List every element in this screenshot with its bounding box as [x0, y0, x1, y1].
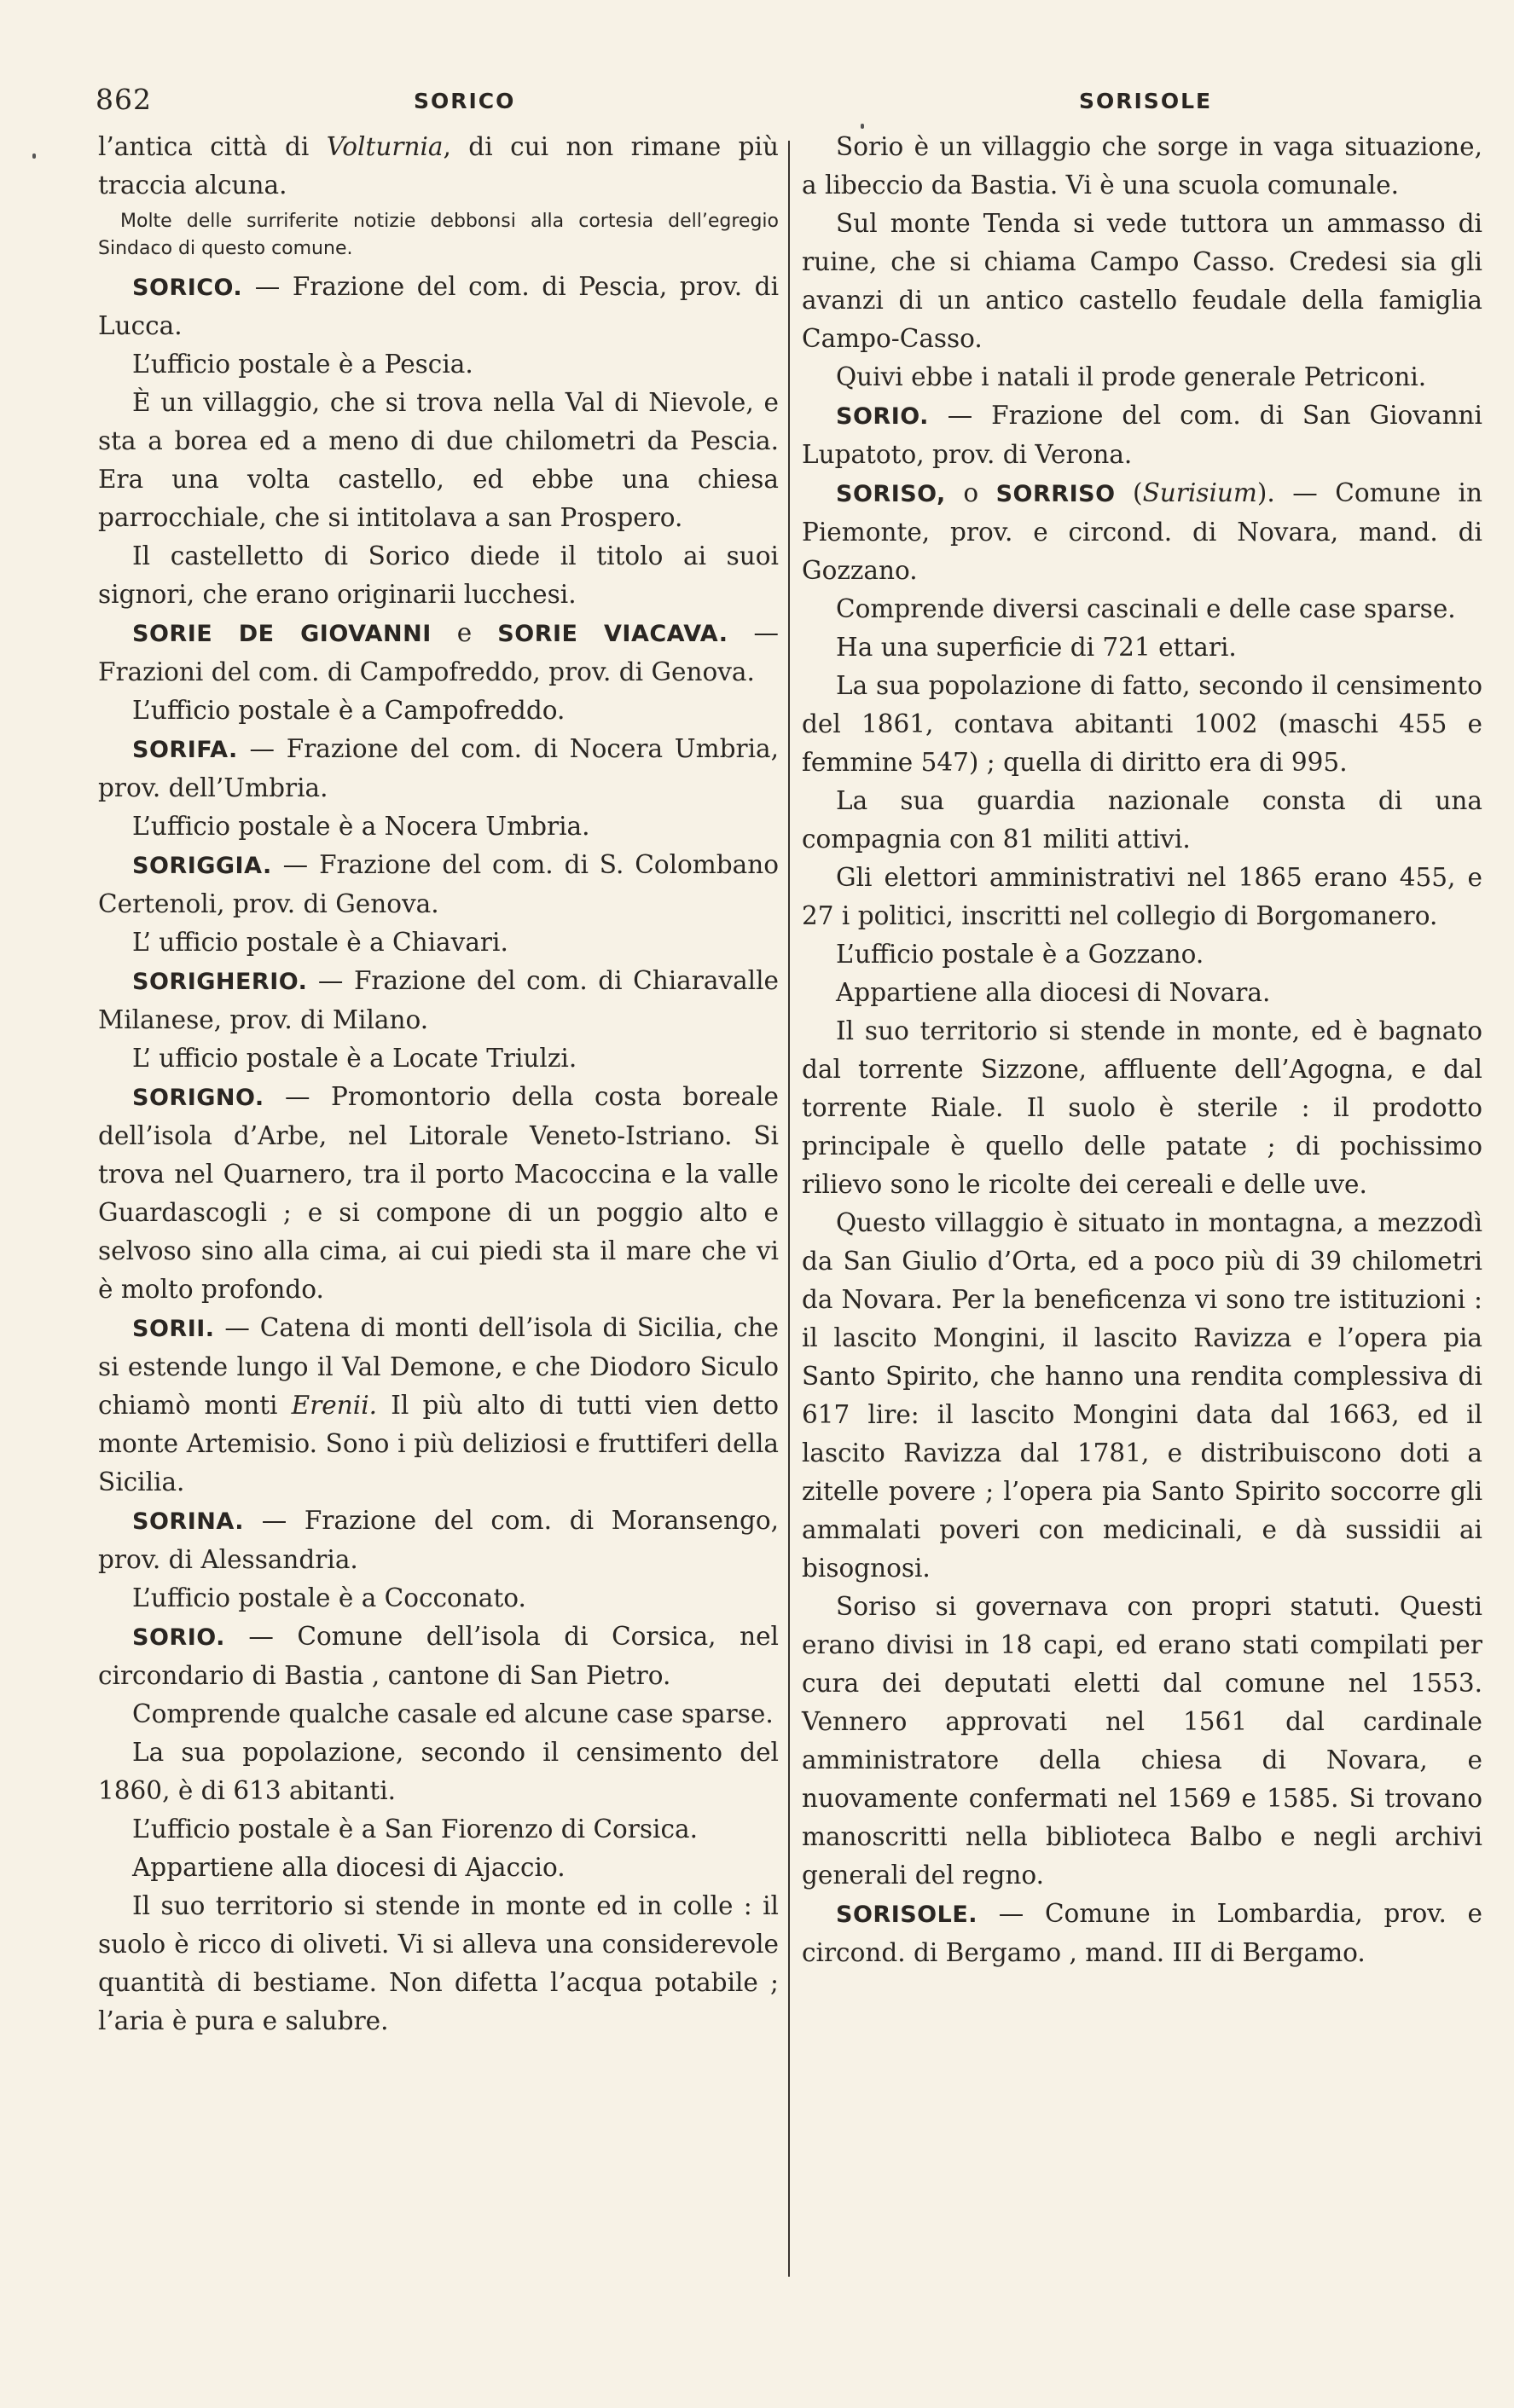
footnote: [98, 208, 779, 263]
paragraph-text: — Frazione del com. di Pescia, prov. di Lucca.: [98, 272, 779, 340]
paragraph-text: — Comune in Lombardia, prov. e circond. di Bergamo , mand. III di Bergamo.: [802, 1899, 1482, 1967]
paragraph-text: — Frazioni del com. di Campofreddo, prov. di Genova.: [98, 618, 779, 686]
paragraph-text: Il suo territorio si stende in monte ed in colle : il suolo è ricco di oliveti. Vi si alleva una considerevole quantità di bestiame. Non difetta l’acqua potabile ; l’aria è pura e salubre.: [98, 1891, 779, 2035]
entry-connector: o: [945, 478, 996, 507]
paragraph: [802, 859, 1482, 935]
paragraph: [802, 358, 1482, 397]
paragraph: [802, 974, 1482, 1012]
paragraph: [98, 1849, 779, 1887]
paragraph: [98, 923, 779, 962]
paragraph-text: , di cui non rimane più traccia alcuna.: [98, 132, 779, 200]
entry-headword: SORICO.: [132, 275, 243, 301]
paragraph-text: l’antica città di: [98, 132, 327, 161]
dictionary-entry: [98, 846, 779, 923]
entry-headword: SORRISO: [995, 481, 1116, 507]
paragraph: [802, 590, 1482, 628]
paragraph: [802, 1588, 1482, 1895]
paragraph-text: La sua popolazione, secondo il censimento del 1860, è di 613 abitanti.: [98, 1738, 779, 1805]
entry-headword: SORIE DE GIOVANNI: [132, 621, 432, 647]
entry-headword: SORISOLE.: [836, 1902, 978, 1928]
entry-headword: SORISO,: [836, 481, 946, 507]
paragraph-text: Appartiene alla diocesi di Novara.: [836, 978, 1271, 1007]
paragraph: [98, 1734, 779, 1810]
italic-term: Volturnia: [326, 132, 444, 161]
paragraph: [802, 205, 1482, 358]
left-column: [98, 128, 779, 2040]
dictionary-entry: [98, 614, 779, 692]
paragraph: [98, 692, 779, 730]
paragraph-text: L’ufficio postale è a Campofreddo.: [132, 696, 566, 725]
paragraph-text: — Catena di monti dell’isola di Sicilia, che si estende lungo il Val Demone, e che Diodoro Siculo chiamò monti: [98, 1313, 779, 1420]
print-speck: [861, 124, 864, 129]
paragraph-continuation: [98, 128, 779, 205]
paragraph-text: — Frazione del com. di San Giovanni Lupatoto, prov. di Verona.: [802, 401, 1482, 469]
paragraph: [802, 628, 1482, 667]
paragraph-text: — Frazione del com. di S. Colombano Certenoli, prov. di Genova.: [98, 850, 779, 918]
dictionary-entry: [802, 1895, 1482, 1972]
dictionary-entry: [802, 474, 1482, 590]
dictionary-entry: [98, 962, 779, 1039]
paragraph-text: Soriso si governava con propri statuti. Questi erano divisi in 18 capi, ed erano stati compilati per cura dei deputati eletti dal comune nel 1553. Vennero approvati nel 1561 dal cardinale amministratore della chiesa di Novara, e nuovamente confermati nel 1569 e 1585. Si trovano manoscritti nella biblioteca Balbo e negli archivi generali del regno.: [802, 1592, 1482, 1890]
paragraph: [802, 935, 1482, 974]
paragraph-text: Quivi ebbe i natali il prode generale Petriconi.: [836, 362, 1427, 391]
paragraph: [802, 1012, 1482, 1204]
paragraph-text: Il suo territorio si stende in monte, ed è bagnato dal torrente Sizzone, affluente dell’Agogna, e dal torrente Riale. Il suolo è sterile : il prodotto principale è quello delle patate ; di pochissimo rilievo sono le ricolte dei cereali e delle uve.: [802, 1016, 1482, 1199]
entry-headword: SORIGGIA.: [132, 853, 272, 879]
paragraph-text: L’ufficio postale è a San Fiorenzo di Corsica.: [132, 1815, 698, 1844]
dictionary-entry: [98, 1309, 779, 1502]
entry-headword: SORIO.: [132, 1624, 225, 1651]
paragraph-text: Ha una superficie di 721 ettari.: [836, 633, 1237, 662]
entry-headword: SORIO.: [836, 403, 929, 430]
paragraph-text: L’ufficio postale è a Pescia.: [132, 350, 473, 379]
entry-headword: SORIFA.: [132, 737, 238, 763]
entry-headword: SORIGHERIO.: [132, 969, 308, 995]
paragraph-text: L’ufficio postale è a Gozzano.: [836, 940, 1204, 969]
entry-headword: SORIE VIACAVA.: [497, 621, 728, 647]
paragraph: [98, 1695, 779, 1734]
paragraph-text: Sorio è un villaggio che sorge in vaga situazione, a libeccio da Bastia. Vi è una scuola comunale.: [802, 132, 1482, 200]
dictionary-entry: [802, 397, 1482, 474]
paragraph: [802, 667, 1482, 782]
dictionary-entry: [98, 268, 779, 345]
paragraph-text: L’ ufficio postale è a Locate Triulzi.: [132, 1044, 577, 1073]
running-head-left: SORICO: [414, 89, 516, 113]
paragraph-text: Sul monte Tenda si vede tuttora un ammasso di ruine, che si chiama Campo Casso. Credesi sia gli avanzi di un antico castello feudale della famiglia Campo-Casso.: [802, 209, 1482, 353]
paragraph: [802, 128, 1482, 205]
paragraph-text: Molte delle surriferite notizie debbonsi alla cortesia dell’egregio Sindaco di questo comune.: [98, 211, 779, 259]
paragraph: [98, 537, 779, 614]
paragraph-text: Appartiene alla diocesi di Ajaccio.: [132, 1853, 566, 1882]
entry-headword: SORINA.: [132, 1508, 244, 1535]
paragraph: [98, 1039, 779, 1078]
entry-headword: SORIGNO.: [132, 1085, 264, 1111]
dictionary-entry: [98, 1078, 779, 1309]
paragraph-text: — Frazione del com. di Nocera Umbria, prov. dell’Umbria.: [98, 734, 779, 802]
print-speck: [32, 153, 36, 159]
dictionary-entry: [98, 1618, 779, 1695]
paragraph-text: L’ ufficio postale è a Chiavari.: [132, 928, 508, 957]
paragraph-text: La sua popolazione di fatto, secondo il censimento del 1861, contava abitanti 1002 (maschi 455 e femmine 547) ; quella di diritto era di 995.: [802, 671, 1482, 777]
dictionary-entry: [98, 1502, 779, 1579]
italic-term: Surisium: [1142, 478, 1257, 507]
paragraph-text: — Promontorio della costa boreale dell’isola d’Arbe, nel Litorale Veneto-Istriano. Si trova nel Quarnero, tra il porto Macoccina e la valle Guardascogli ; e si compone di un poggio alto e selvoso sino alla cima, ai cui piedi sta il mare che vi è molto profondo.: [98, 1082, 779, 1304]
paragraph-text: L’ufficio postale è a Cocconato.: [132, 1583, 526, 1612]
paragraph-text: Il più alto di tutti vien detto monte Artemisio. Sono i più deliziosi e fruttiferi della Sicilia.: [98, 1391, 780, 1496]
paragraph-text: Gli elettori amministrativi nel 1865 erano 455, e 27 i politici, inscritti nel collegio di Borgomanero.: [802, 863, 1482, 930]
column-divider: [788, 141, 790, 2277]
entry-connector: e: [431, 618, 498, 647]
paragraph-text: ). — Comune in Piemonte, prov. e circond. di Novara, mand. di Gozzano.: [802, 478, 1482, 585]
paragraph: [98, 807, 779, 846]
paragraph-text: — Frazione del com. di Chiaravalle Milanese, prov. di Milano.: [98, 966, 779, 1034]
paragraph-text: — Comune dell’isola di Corsica, nel circondario di Bastia , cantone di San Pietro.: [98, 1622, 779, 1690]
right-column: [802, 128, 1482, 1972]
paragraph: [98, 345, 779, 384]
paragraph: [98, 1579, 779, 1618]
page-number: 862: [96, 83, 152, 116]
running-head-right: SORISOLE: [1079, 89, 1213, 113]
paragraph-text: La sua guardia nazionale consta di una compagnia con 81 militi attivi.: [802, 786, 1482, 854]
paragraph-text: — Frazione del com. di Moransengo, prov. di Alessandria.: [98, 1506, 779, 1574]
paragraph-text: È un villaggio, che si trova nella Val di Nievole, e sta a borea ed a meno di due chilometri da Pescia. Era una volta castello, ed ebbe una chiesa parrocchiale, che si intitolava a san Prospero.: [98, 388, 779, 532]
paragraph-text: (: [1115, 478, 1143, 507]
paragraph: [98, 1810, 779, 1849]
paragraph-text: Comprende qualche casale ed alcune case sparse.: [132, 1699, 774, 1728]
paragraph: [98, 1887, 779, 2040]
paragraph-text: Comprende diversi cascinali e delle case sparse.: [836, 594, 1456, 623]
paragraph-text: Questo villaggio è situato in montagna, a mezzodì da San Giulio d’Orta, ed a poco più di 39 chilometri da Novara. Per la beneficenza vi sono tre istituzioni : il lascito Mongini, il lascito Ravizza e l’opera pia Santo Spirito, che hanno una rendita complessiva di 617 lire: il lascito Mongini data dal 1663, ed il lascito Ravizza dal 1781, e distribuiscono doti a zitelle povere ; l’opera pia Santo Spirito soccorre gli ammalati poveri con medicinali, e dà sussidii ai bisognosi.: [802, 1208, 1482, 1583]
paragraph: [802, 782, 1482, 859]
dictionary-entry: [98, 730, 779, 807]
paragraph-text: L’ufficio postale è a Nocera Umbria.: [132, 812, 590, 841]
entry-headword: SORII.: [132, 1316, 215, 1342]
italic-term: Erenii.: [291, 1391, 378, 1420]
paragraph-text: Il castelletto di Sorico diede il titolo ai suoi signori, che erano originarii lucchesi.: [98, 541, 779, 609]
paragraph: [98, 384, 779, 537]
paragraph: [802, 1204, 1482, 1588]
